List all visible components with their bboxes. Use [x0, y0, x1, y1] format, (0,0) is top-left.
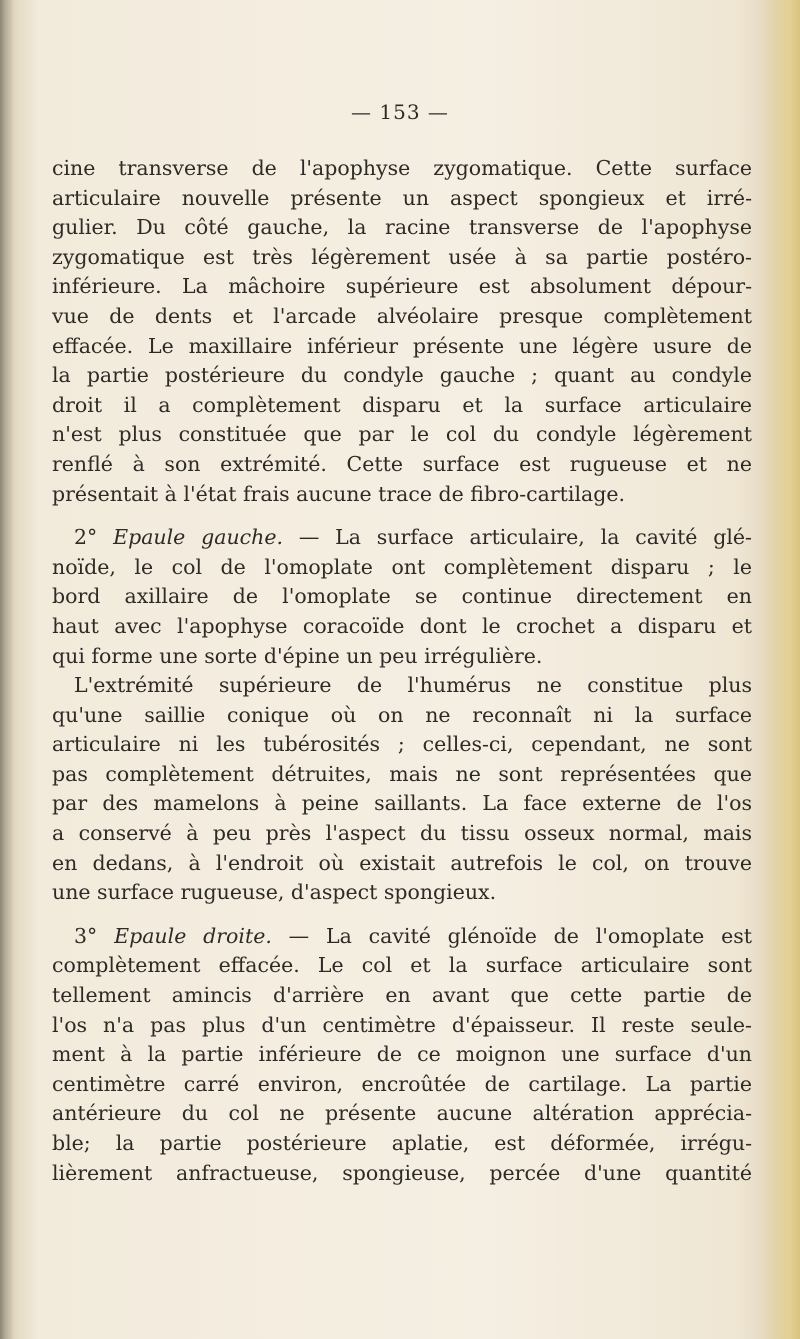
paragraph-2: [52, 523, 752, 671]
text-line: haut avec l'apophyse coracoïde dont le crochet a disparu et: [52, 613, 752, 638]
text-line: gulier. Du côté gauche, la racine transverse de l'apophyse: [52, 215, 752, 240]
text-run: — La surface articulaire, la cavité glé-: [283, 525, 752, 550]
text-line: noïde, le col de l'omoplate ont complètement disparu ; le: [52, 554, 752, 579]
text-line: ment à la partie inférieure de ce moignon une surface d'un: [52, 1042, 752, 1067]
text-line: renflé à son extrémité. Cette surface est rugueuse et ne: [52, 451, 752, 476]
text-line: présentait à l'état frais aucune trace de fibro-cartilage.: [52, 481, 625, 506]
text-line: n'est plus constituée que par le col du condyle légèrement: [52, 422, 752, 447]
text-line: articulaire ni les tubérosités ; celles-ci, cependant, ne sont: [52, 732, 752, 757]
text-line: ble; la partie postérieure aplatie, est déformée, irrégu-: [52, 1131, 752, 1155]
section-number: 2°: [74, 525, 98, 550]
page-binding-shadow: [0, 0, 14, 1339]
text-line: par des mamelons à peine saillants. La face externe de l'os: [52, 791, 752, 816]
text-line: lièrement anfractueuse, spongieuse, percée d'une quantité: [52, 1160, 752, 1185]
text-line: qui forme une sorte d'épine un peu irrégulière.: [52, 643, 543, 668]
text-line: bord axillaire de l'omoplate se continue directement en: [52, 584, 752, 609]
page-number: — 153 —: [351, 100, 449, 124]
text-line: l'os n'a pas plus d'un centimètre d'épaisseur. Il reste seule-: [52, 1012, 752, 1037]
page-edge-stain: [760, 0, 800, 1339]
section-heading: Epaule gauche.: [113, 525, 284, 550]
paragraph-3: [52, 671, 752, 908]
text-line: antérieure du col ne présente aucune altération apprécia-: [52, 1101, 752, 1126]
text-line: qu'une saillie conique où on ne reconnaît ni la surface: [52, 702, 752, 727]
text-line: centimètre carré environ, encroûtée de cartilage. La partie: [52, 1071, 752, 1096]
text-line: [52, 922, 752, 952]
text-line: inférieure. La mâchoire supérieure est absolument dépour-: [52, 274, 752, 299]
text-line: une surface rugueuse, d'aspect spongieux.: [52, 880, 497, 905]
text-line: droit il a complètement disparu et la surface articulaire: [52, 392, 752, 417]
text-line: cine transverse de l'apophyse zygomatique. Cette surface: [52, 156, 752, 180]
text-line: a conservé à peu près l'aspect du tissu osseux normal, mais: [52, 821, 752, 846]
text-line: en dedans, à l'endroit où existait autrefois le col, on trouve: [52, 850, 752, 875]
text-line: [52, 523, 752, 553]
text-line: vue de dents et l'arcade alvéolaire presque complètement: [52, 303, 752, 328]
text-line: L'extrémité supérieure de l'humérus ne constitue plus: [74, 673, 752, 698]
paragraph-4: [52, 922, 752, 1188]
text-line: tellement amincis d'arrière en avant que cette partie de: [52, 983, 752, 1008]
paragraph-1: [52, 154, 752, 509]
text-line: zygomatique est très légèrement usée à sa partie postéro-: [52, 244, 752, 269]
text-line: pas complètement détruites, mais ne sont représentées que: [52, 761, 752, 786]
text-line: la partie postérieure du condyle gauche ; quant au condyle: [52, 363, 752, 388]
text-line: complètement effacée. Le col et la surface articulaire sont: [52, 953, 752, 978]
text-line: articulaire nouvelle présente un aspect spongieux et irré-: [52, 185, 752, 210]
section-number: 3°: [74, 923, 98, 948]
text-line: effacée. Le maxillaire inférieur présente une légère usure de: [52, 333, 752, 358]
body-text: [52, 154, 752, 1188]
text-run: — La cavité glénoïde de l'omoplate est: [271, 923, 752, 948]
section-heading: Epaule droite.: [114, 923, 272, 948]
